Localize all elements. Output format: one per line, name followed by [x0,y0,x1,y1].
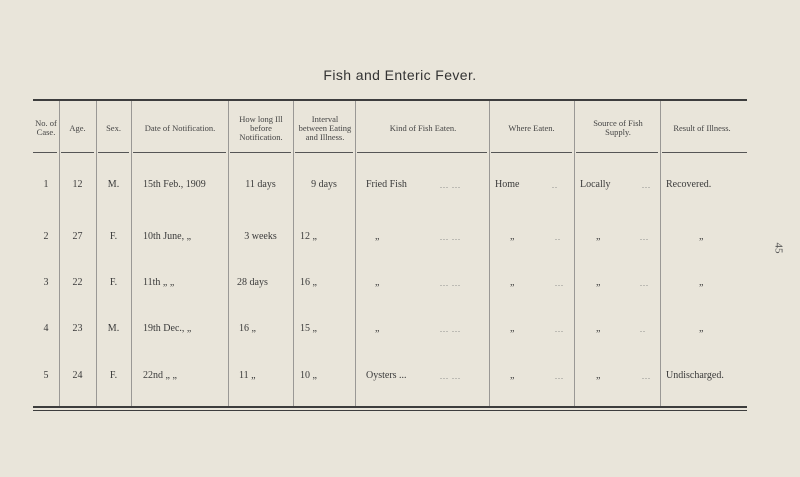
cell-age: 27 [72,231,83,242]
cell-how-long-ill: 3 weeks [244,231,277,242]
cell-date: 22nd „ „ [143,370,177,381]
cell-case-number: 2 [43,231,49,242]
cell-age: 24 [72,370,83,381]
cell-how-long-ill: 11 „ [239,370,256,381]
header-underline [576,152,658,153]
page-number: 45 [772,242,785,254]
cell-interval: 12 „ [300,231,317,242]
header-underline [33,152,57,153]
column-divider [293,101,294,406]
cell-date: 15th Feb., 1909 [143,179,206,190]
cell-age: 12 [72,179,83,190]
header-underline [295,152,353,153]
cell-how-long-ill: 28 days [237,277,268,288]
leader-dots: ... [555,279,564,288]
cell-where-eaten: „ [510,277,515,288]
leader-dots: ... [640,233,649,242]
cell-interval: 15 „ [300,323,317,334]
cell-sex: M. [107,323,120,334]
cell-result: „ [699,231,704,242]
cell-case-number: 4 [43,323,49,334]
cell-kind-of-fish: Fried Fish [366,179,407,190]
cell-sex: F. [109,231,118,242]
cell-date: 10th June, „ [143,231,192,242]
header-interval: Interval between Eating and Illness. [298,113,352,142]
header-underline [662,152,747,153]
cell-how-long-ill: 11 days [245,179,276,190]
cell-case-number: 1 [43,179,49,190]
cell-where-eaten: „ [510,370,515,381]
cell-age: 22 [72,277,83,288]
leader-dots: ... [555,372,564,381]
leader-dots: ... ... [440,279,461,288]
leader-dots: ... ... [440,181,461,190]
cell-interval: 9 days [311,179,337,190]
cell-kind-of-fish: „ [375,323,380,334]
header-result: Result of Illness. [673,122,731,133]
leader-dots: .. [552,181,558,190]
header-underline [61,152,94,153]
leader-dots: .. [640,325,646,334]
cell-date: 11th „ „ [143,277,175,288]
table-bottom-rule [33,406,747,408]
header-source: Source of Fish Supply. [593,118,643,137]
column-divider [228,101,229,406]
column-divider [355,101,356,406]
cell-where-eaten: Home [495,179,520,190]
leader-dots: .. [555,233,561,242]
cell-where-eaten: „ [510,231,515,242]
column-divider [660,101,661,406]
cell-result: „ [699,323,704,334]
cell-kind-of-fish: Oysters ... [366,370,407,381]
header-sex: Sex. [106,122,121,133]
cell-source: „ [596,370,601,381]
cell-kind-of-fish: „ [375,231,380,242]
leader-dots: ... [642,181,651,190]
cell-age: 23 [72,323,83,334]
cell-result: „ [699,277,704,288]
header-underline [357,152,487,153]
cell-sex: F. [109,277,118,288]
leader-dots: ... ... [440,325,461,334]
cell-case-number: 3 [43,277,49,288]
column-divider [574,101,575,406]
page-title: Fish and Enteric Fever. [323,67,477,83]
leader-dots: ... ... [440,372,461,381]
header-underline [491,152,572,153]
leader-dots: ... ... [440,233,461,242]
cell-result: Undischarged. [666,370,724,381]
cell-interval: 10 „ [300,370,317,381]
cell-source: „ [596,231,601,242]
header-age: Age. [69,122,86,133]
header-date-of-notification: Date of Notification. [144,122,216,133]
header-underline [133,152,226,153]
cell-interval: 16 „ [300,277,317,288]
table-top-rule [33,99,747,101]
header-how-long-ill: How long Ill before Notification. [239,113,283,142]
header-underline [230,152,291,153]
table-bottom-rule-double [33,410,747,411]
cell-case-number: 5 [43,370,49,381]
header-kind-of-fish: Kind of Fish Eaten. [389,122,457,133]
leader-dots: ... [642,372,651,381]
leader-dots: ... [640,279,649,288]
cell-sex: F. [109,370,118,381]
cell-source: Locally [580,179,611,190]
column-divider [131,101,132,406]
cell-where-eaten: „ [510,323,515,334]
header-where-eaten: Where Eaten. [508,122,555,133]
cell-source: „ [596,323,601,334]
cell-how-long-ill: 16 „ [239,323,256,334]
cell-date: 19th Dec., „ [143,323,192,334]
cell-sex: M. [107,179,120,190]
cell-result: Recovered. [666,179,712,190]
header-underline [98,152,129,153]
cell-source: „ [596,277,601,288]
cell-kind-of-fish: „ [375,277,380,288]
leader-dots: ... [555,325,564,334]
header-case-number: No. of Case. [35,118,57,137]
